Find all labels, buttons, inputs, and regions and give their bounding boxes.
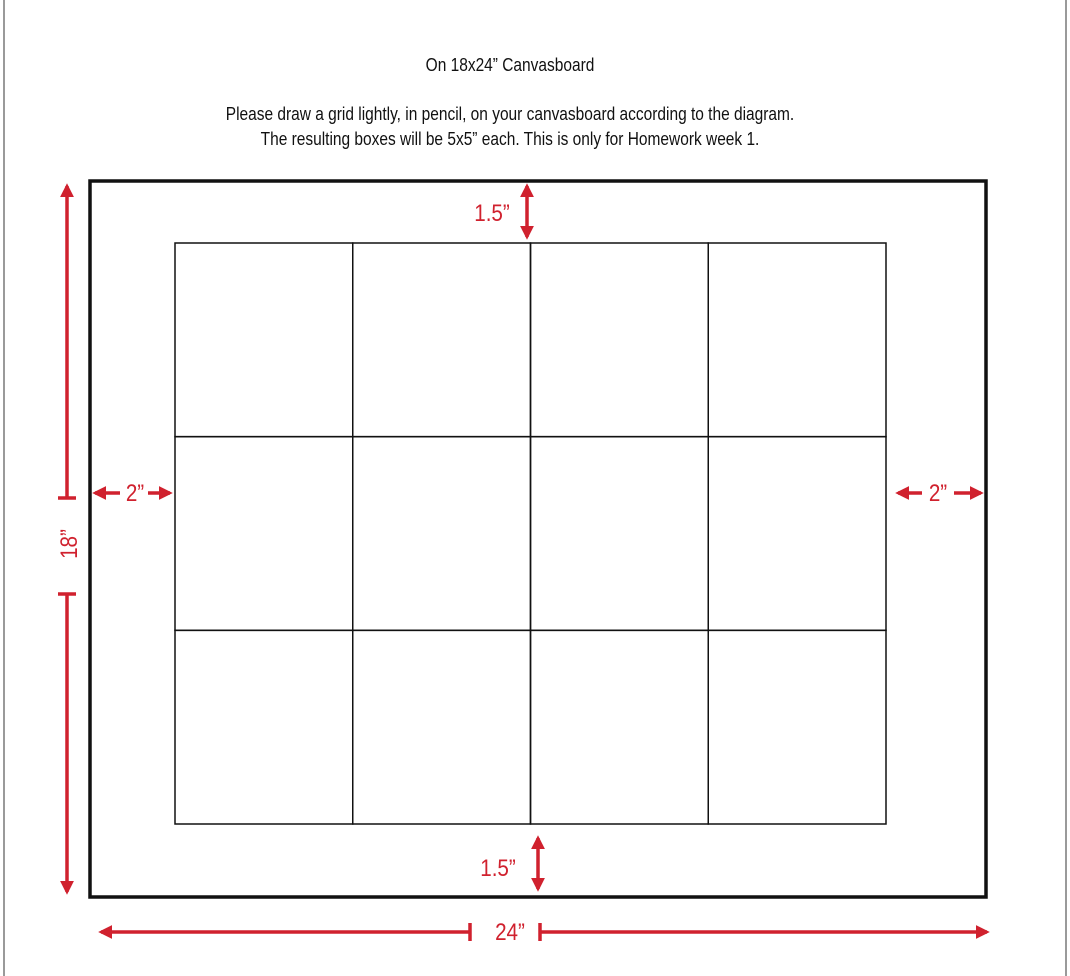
right-margin-label: 2” xyxy=(928,479,948,507)
grid-box xyxy=(353,630,531,824)
grid-box xyxy=(708,437,886,631)
grid-box xyxy=(353,437,531,631)
grid-box xyxy=(531,630,709,824)
grid-box xyxy=(353,243,531,437)
canvasboard-outline xyxy=(90,181,986,897)
grid-box xyxy=(708,630,886,824)
top-margin-label: 1.5” xyxy=(474,199,510,227)
grid-box xyxy=(708,243,886,437)
grid-box xyxy=(175,437,353,631)
bottom-margin-label: 1.5” xyxy=(480,854,516,882)
width-dimension xyxy=(101,923,987,941)
grid-box xyxy=(531,437,709,631)
grid-box xyxy=(175,243,353,437)
left-margin-label: 2” xyxy=(125,479,145,507)
page-title: On 18x24” Canvasboard xyxy=(425,55,595,75)
drawing-grid xyxy=(175,243,886,824)
instruction-line-1: Please draw a grid lightly, in pencil, on your canvasboard according to the diagram. xyxy=(225,104,795,124)
grid-box xyxy=(531,243,709,437)
grid-box xyxy=(175,630,353,824)
instruction-line-2: The resulting boxes will be 5x5” each. This is only for Homework week 1. xyxy=(260,129,760,149)
width-label: 24” xyxy=(495,918,525,946)
height-label: 18” xyxy=(55,529,83,559)
